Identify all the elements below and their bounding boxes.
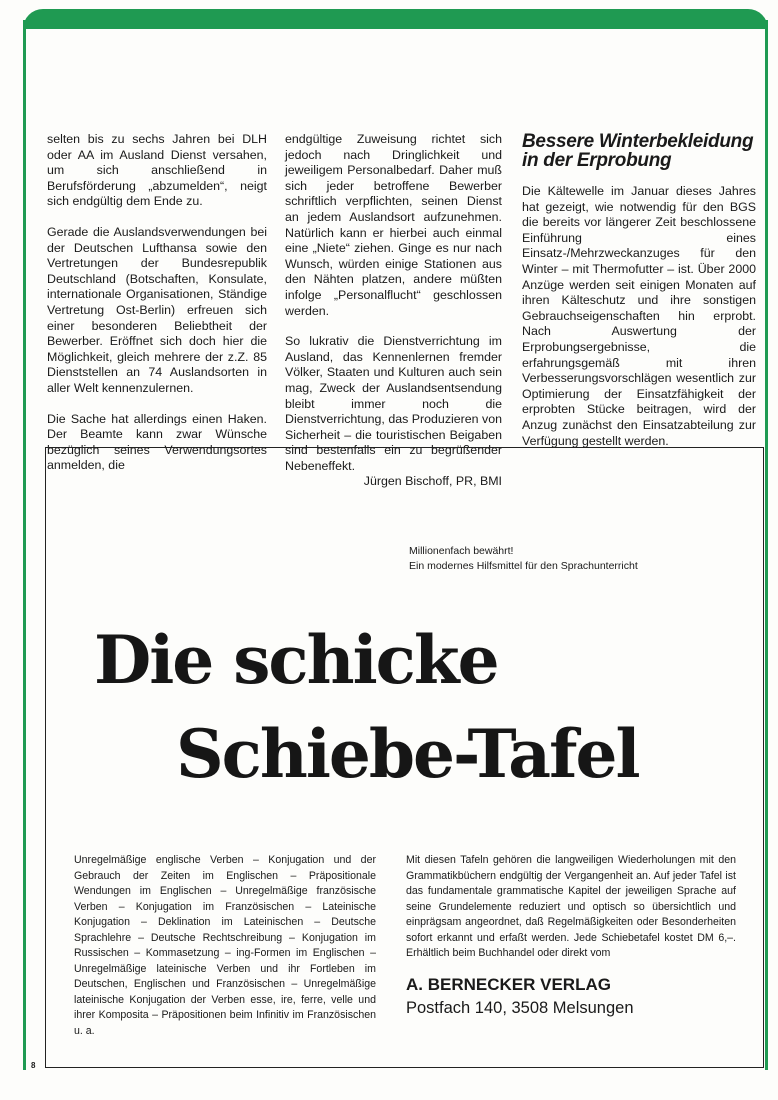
advertisement [45, 447, 764, 1068]
ad-description: Mit diesen Tafeln gehören die langweiligen Wiederholungen mit den Grammatikbüchern endgültig der Vergangenheit an. Auf jeder Tafel ist das fundamentale grammatische Kapitel der jeweiligen Sprache auf seine Grundelemente reduziert und optisch so übersichtlich und einprägsam angeordnet, daß Regelmäßigkeiten oder Besonderheiten sofort erkannt und erfaßt werden. Jede Schiebetafel kostet DM 6,–. Erhältlich beim Buchhandel oder direkt vom [406, 854, 736, 959]
paragraph: endgültige Zuweisung richtet sich jedoch nach Dringlichkeit und jeweiligem Personalbedarf. Daher muß sich jeder betroffene Bewerber schriftlich verpflichten, seinen Dienst an jedem Auslandsort aufzunehmen. Natürlich kann er hierbei auch einmal eine „Niete“ ziehen. Ginge es nur nach Wunsch, würden einige Stationen aus den Nähten platzen, andere müßten infolge „Personalflucht“ geschlossen werden. [285, 132, 502, 318]
author-signature: Jürgen Bischoff, PR, BMI [363, 474, 502, 489]
publisher-name: A. BERNECKER VERLAG [406, 974, 611, 994]
paragraph: Die Kältewelle im Januar dieses Jahres hat gezeigt, wie notwendig für den BGS die bereits vor längerer Zeit beschlossene Einführung eines Einsatz-/Mehrzweckanzuges für den Winter – mit Thermofutter – ist. Über 2000 Anzüge werden seit einigen Monaten auf ihren Kälteschutz und ihre sonstigen Gebrauchseigenschaften hin erprobt. Nach Auswertung der Erprobungsergebnisse, die erfahrungsgemäß mit ihren Verbesserungsvorschlägen wesentlich zur Optimierung der Einsatzfähigkeit der erprobten Stücke beitragen, wird der Anzug zunächst den Einsatzabteilung zur Verfügung gestellt werden. [522, 184, 756, 448]
paragraph: selten bis zu sechs Jahren bei DLH oder AA im Ausland Dienst versahen, um sich anschließend in Berufsförderung „abzumelden“, neigt sich endgültig dem Ende zu. [47, 132, 267, 209]
tagline-1: Millionenfach bewährt! [409, 545, 514, 557]
tagline-2: Ein modernes Hilfsmittel für den Sprachunterricht [409, 560, 638, 572]
paragraph: So lukrativ die Dienstverrichtung im Ausland, das Kennenlernen fremder Völker, Staaten und Kulturen auch sein mag, Zweck der Auslandsentsendung bleibt immer noch die Dienstverrichtung, das Produzieren von Sicherheit – die touristischen Beigaben sind bestenfalls ein zu begrüßender Nebeneffekt. [285, 334, 502, 473]
publisher-address: Postfach 140, 3508 Melsungen [406, 998, 634, 1017]
frame-inner [26, 29, 765, 59]
article-column-2 [285, 132, 502, 490]
ad-headline-1: Die schicke [94, 621, 498, 699]
article-heading: Bessere Winterbekleidung in der Erprobung [522, 131, 754, 171]
page-number: 8 [31, 1061, 36, 1070]
paragraph: Gerade die Auslandsverwendungen bei der Deutschen Lufthansa sowie den Vertretungen der Bundesrepublik Deutschland (Botschaften, Konsulate, internationale Organisationen, Ständige Vertretung Ost-Berlin) erfreuen sich einer besonderen Beliebtheit der Bewerber. Eröffnet sich doch hier die Möglichkeit, gleich mehrere der z.Z. 85 Dienststellen an 74 Auslandsorten in aller Welt kennenzulernen. [47, 224, 267, 395]
green-frame-top [23, 9, 768, 29]
ad-topics: Unregelmäßige englische Verben – Konjugation und der Gebrauch der Zeiten im Englischen – Präpositionale Wendungen im Englischen – Unregelmäßige französische Verben – Konjugation im Französischen – Lateinische Konjugation – Deklination im Lateinischen – Deutsche Sprachlehre – Deutsche Rechtschreibung – Konjugation im Russischen – Kommasetzung – ing-Formen im Englischen – Unregelmäßige lateinische Verben und ihr Fortleben im Deutschen, Englischen und Französischen – Unregelmäßige lateinische Konjugation der Verben esse, ire, ferre, velle und ihrer Komposita – Präpositionen beim Infinitiv im Französischen u. a. [74, 854, 376, 1037]
ad-headline-2: Schiebe-Tafel [176, 715, 639, 793]
ad-description-block [406, 853, 736, 1020]
paragraph: Die Sache hat allerdings einen Haken. Der Beamte kann zwar Wünsche bezüglich seines Verwendungsortes anmelden, die [47, 411, 267, 473]
article-column-1 [47, 132, 267, 489]
green-frame-right [765, 20, 768, 1070]
green-frame-left [23, 20, 26, 1070]
article-column-3 [522, 132, 756, 464]
ad-tagline [409, 544, 638, 574]
